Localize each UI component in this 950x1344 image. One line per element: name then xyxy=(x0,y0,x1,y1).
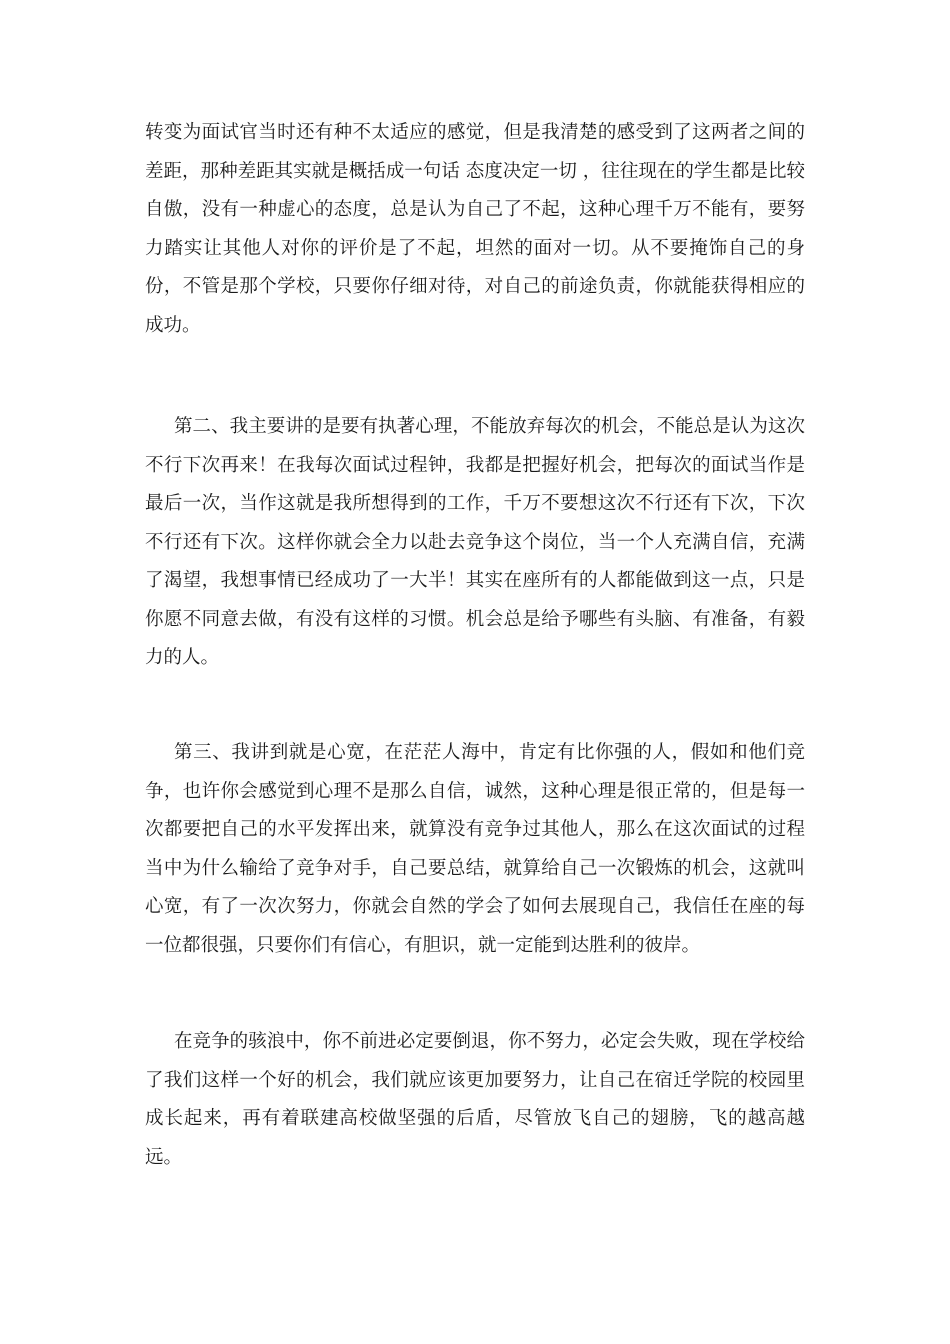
paragraph-4: 在竞争的骇浪中，你不前进必定要倒退，你不努力，必定会失败，现在学校给了我们这样一个好的机会，我们就应该更加要努力，让自己在宿迁学院的校园里成长起来，再有着联建高校做坚强的后盾，尽管放飞自己的翅膀，飞的越高越远。 xyxy=(145,1031,805,1168)
paragraph-1: 转变为面试官当时还有种不太适应的感觉，但是我清楚的感受到了这两者之间的差距，那种差距其实就是概括成一句话 态度决定一切 ，往往现在的学生都是比较自傲，没有一种虚心的态度，总是认为自己了不起，这种心理千万不能有，要努力踏实让其他人对你的评价是了不起，坦然的面对一切。从不要掩饰自己的身份，不管是那个学校，只要你仔细对待，对自己的前途负责，你就能获得相应的成功。 xyxy=(145,122,805,336)
paragraph-2: 第二、我主要讲的是要有执著心理，不能放弃每次的机会，不能总是认为这次不行下次再来！在我每次面试过程钟，我都是把握好机会，把每次的面试当作是最后一次，当作这就是我所想得到的工作，千万不要想这次不行还有下次，下次不行还有下次。这样你就会全力以赴去竞争这个岗位，当一个人充满自信，充满了渴望，我想事情已经成功了一大半！其实在座所有的人都能做到这一点，只是你愿不同意去做，有没有这样的习惯。机会总是给予哪些有头脑、有准备，有毅力的人。 xyxy=(145,416,805,668)
paragraph-3: 第三、我讲到就是心宽，在茫茫人海中，肯定有比你强的人，假如和他们竞争，也许你会感觉到心理不是那么自信，诚然，这种心理是很正常的，但是每一次都要把自己的水平发挥出来，就算没有竞争过其他人，那么在这次面试的过程当中为什么输给了竞争对手，自己要总结，就算给自己一次锻炼的机会，这就叫心宽，有了一次次努力，你就会自然的学会了如何去展现自己，我信任在座的每一位都很强，只要你们有信心，有胆识，就一定能到达胜利的彼岸。 xyxy=(145,742,805,956)
